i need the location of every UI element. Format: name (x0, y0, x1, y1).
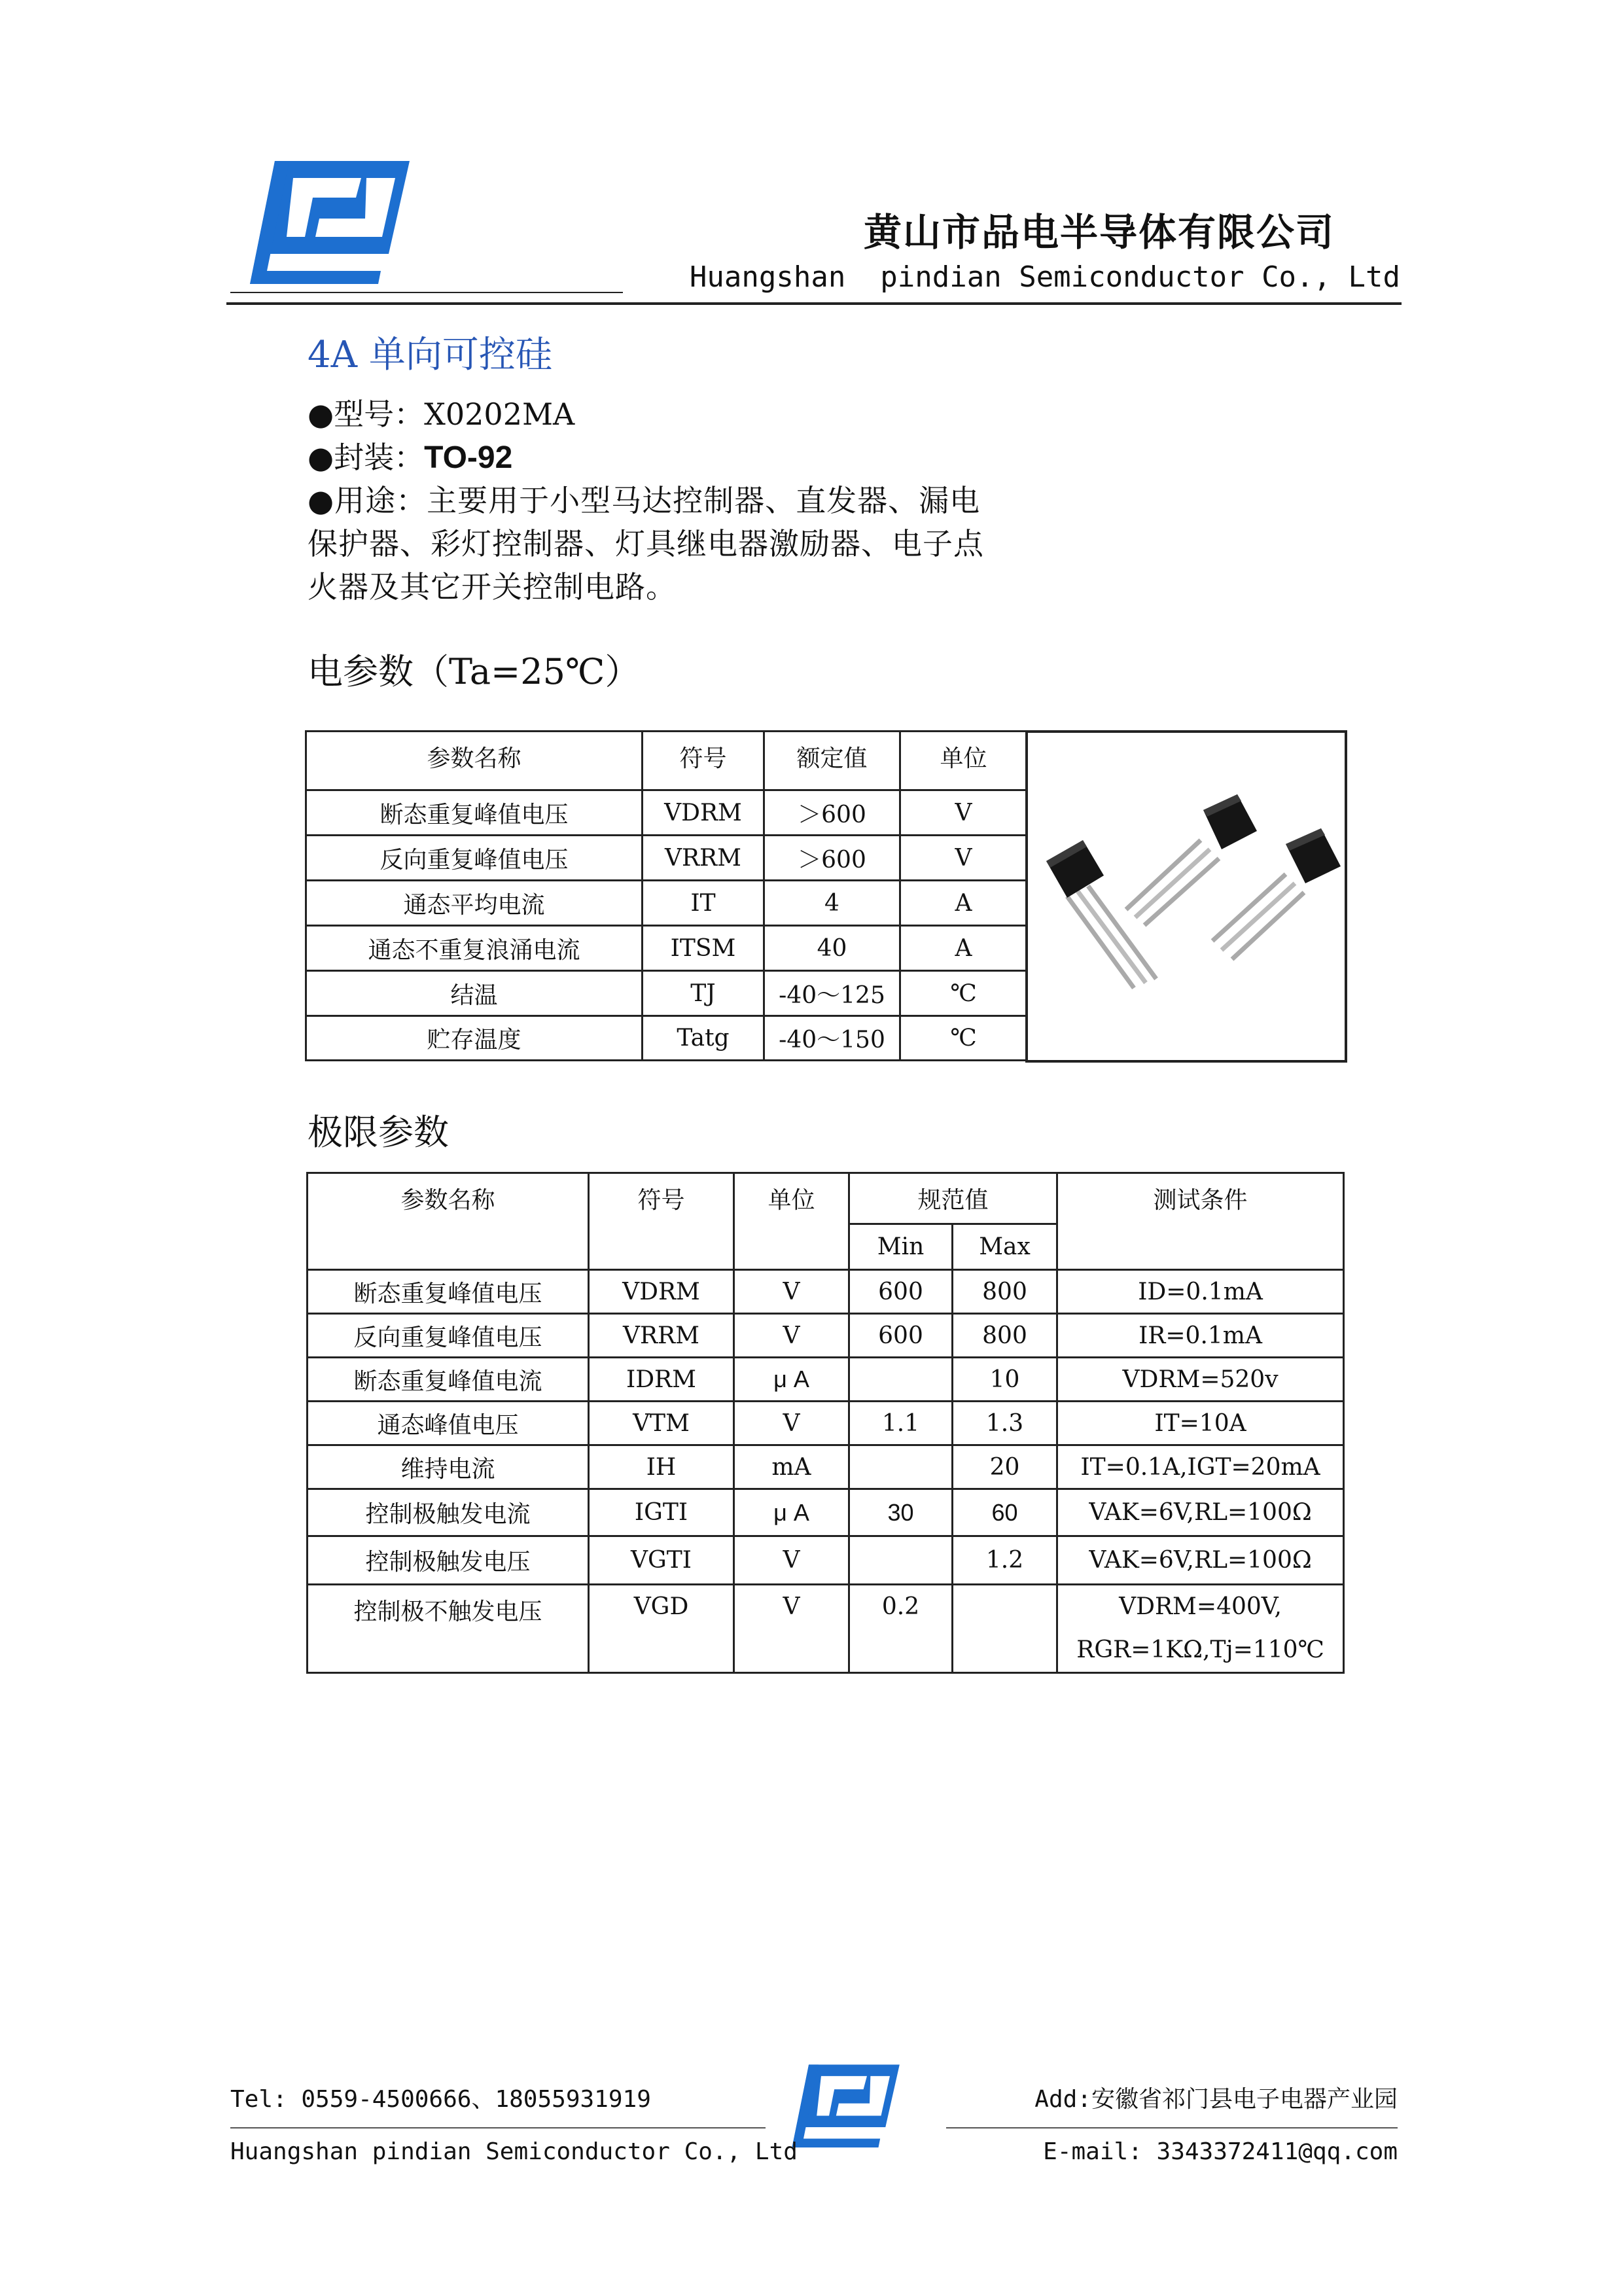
header-divider (226, 302, 1402, 305)
param-unit: V (900, 836, 1027, 881)
param-symbol: VGTI (589, 1536, 734, 1585)
table-row (306, 836, 1027, 881)
model-label: ●型号： (308, 397, 425, 432)
param-condition (1057, 1585, 1344, 1673)
param-max: 10 (953, 1358, 1057, 1402)
product-title: 4A 单向可控硅 (308, 334, 552, 376)
table-row (308, 1445, 1344, 1489)
footer-tel: Tel: 0559-4500666、18055931919 (230, 2086, 651, 2113)
param-unit: A (900, 881, 1027, 926)
param-min: 600 (849, 1314, 953, 1358)
header-divider-short (230, 292, 623, 293)
param-rating: -40～125 (764, 971, 900, 1016)
param-condition: VDRM=520v (1057, 1358, 1344, 1402)
product-photo (1025, 730, 1347, 1063)
company-name-cn: 黄山市品电半导体有限公司 (864, 210, 1335, 255)
param-unit: μ A (734, 1489, 849, 1536)
param-symbol: IDRM (589, 1358, 734, 1402)
usage-line-1: ●用途：主要用于小型马达控制器、直发器、漏电 (308, 483, 981, 518)
table-row (308, 1402, 1344, 1445)
table-row (308, 1489, 1344, 1536)
param-unit: ℃ (900, 971, 1027, 1016)
param-min: 1.1 (849, 1402, 953, 1445)
table-row (306, 971, 1027, 1016)
param-min (849, 1536, 953, 1585)
param-rating: ＞600 (764, 790, 900, 836)
param-unit: μ A (734, 1358, 849, 1402)
param-max: 20 (953, 1445, 1057, 1489)
param-name: 通态峰值电压 (308, 1402, 589, 1445)
param-max (953, 1585, 1057, 1673)
param-name: 断态重复峰值电压 (306, 790, 643, 836)
param-symbol: TJ (643, 971, 764, 1016)
table-row (308, 1270, 1344, 1314)
package-value: TO-92 (424, 440, 513, 475)
limits-header-row (308, 1173, 1344, 1224)
usage-line-3: 火器及其它开关控制电路。 (308, 569, 677, 605)
param-symbol: VTM (589, 1402, 734, 1445)
param-max: 1.2 (953, 1536, 1057, 1585)
header-cell: 额定值 (764, 732, 900, 790)
param-unit: V (734, 1314, 849, 1358)
package-line (308, 436, 512, 480)
param-rating: 4 (764, 881, 900, 926)
header-cell: 规范值 (849, 1173, 1057, 1224)
header-cell: 单位 (900, 732, 1027, 790)
param-unit: V (734, 1536, 849, 1585)
param-condition: VAK=6V,RL=100Ω (1057, 1489, 1344, 1536)
table-row (308, 1536, 1344, 1585)
param-name: 结温 (306, 971, 643, 1016)
param-condition: ID=0.1mA (1057, 1270, 1344, 1314)
param-symbol: VRRM (643, 836, 764, 881)
header-cell: 参数名称 (306, 732, 643, 790)
header-cell: 符号 (589, 1173, 734, 1270)
param-condition: IR=0.1mA (1057, 1314, 1344, 1358)
param-min (849, 1445, 953, 1489)
table-row (308, 1585, 1344, 1673)
param-max: 800 (953, 1314, 1057, 1358)
param-unit: V (900, 790, 1027, 836)
param-symbol: Tatg (643, 1016, 764, 1061)
package-label: ●封装： (308, 440, 425, 475)
param-name: 维持电流 (308, 1445, 589, 1489)
param-unit: A (900, 926, 1027, 971)
condition-line-2: RGR=1KΩ,Tj=110℃ (1076, 1636, 1324, 1663)
param-rating: 40 (764, 926, 900, 971)
param-min: 30 (849, 1489, 953, 1536)
param-symbol: VDRM (643, 790, 764, 836)
param-unit: mA (734, 1445, 849, 1489)
model-line (308, 393, 574, 436)
footer-address: Add:安徽省祁门县电子电器产业园 (1034, 2086, 1398, 2113)
header-cell: 测试条件 (1057, 1173, 1344, 1270)
param-symbol: ITSM (643, 926, 764, 971)
param-max: 1.3 (953, 1402, 1057, 1445)
param-name: 通态平均电流 (306, 881, 643, 926)
header-cell-max: Max (953, 1224, 1057, 1270)
param-name: 控制极不触发电压 (308, 1585, 589, 1673)
footer-divider-right (946, 2127, 1398, 2128)
param-unit: V (734, 1270, 849, 1314)
param-symbol: VDRM (589, 1270, 734, 1314)
table-row (308, 1358, 1344, 1402)
param-min (849, 1358, 953, 1402)
limits-table (306, 1172, 1345, 1674)
footer-company-en: Huangshan pindian Semiconductor Co., Ltd (230, 2138, 798, 2165)
company-logo (250, 156, 412, 284)
param-name: 断态重复峰值电压 (308, 1270, 589, 1314)
table-row (306, 881, 1027, 926)
param-symbol: IGTI (589, 1489, 734, 1536)
param-symbol: IH (589, 1445, 734, 1489)
param-symbol: IT (643, 881, 764, 926)
electrical-header-row (306, 732, 1027, 790)
param-name: 断态重复峰值电流 (308, 1358, 589, 1402)
param-name: 反向重复峰值电压 (306, 836, 643, 881)
param-name: 通态不重复浪涌电流 (306, 926, 643, 971)
footer-divider-left (230, 2127, 766, 2128)
company-name-en: Huangshan pindian Semiconductor Co., Ltd (689, 260, 1400, 294)
table-row (306, 790, 1027, 836)
param-name: 贮存温度 (306, 1016, 643, 1061)
param-name: 控制极触发电流 (308, 1489, 589, 1536)
table-row (306, 1016, 1027, 1061)
param-condition: IT=10A (1057, 1402, 1344, 1445)
model-value: X0202MA (424, 397, 575, 432)
param-condition: VAK=6V,RL=100Ω (1057, 1536, 1344, 1585)
param-name: 反向重复峰值电压 (308, 1314, 589, 1358)
param-rating: ＞600 (764, 836, 900, 881)
param-min: 0.2 (849, 1585, 953, 1673)
condition-line-1: VDRM=400V, (1119, 1593, 1282, 1620)
param-rating: -40～150 (764, 1016, 900, 1061)
param-symbol: VGD (589, 1585, 734, 1673)
param-name: 控制极触发电压 (308, 1536, 589, 1585)
param-condition: IT=0.1A,IGT=20mA (1057, 1445, 1344, 1489)
to92-transistors-image (1028, 733, 1345, 1060)
usage-line-2: 保护器、彩灯控制器、灯具继电器激励器、电子点 (308, 526, 984, 561)
footer-logo (792, 2061, 902, 2147)
param-unit: V (734, 1585, 849, 1673)
header-cell: 参数名称 (308, 1173, 589, 1270)
param-symbol: VRRM (589, 1314, 734, 1358)
param-max: 800 (953, 1270, 1057, 1314)
footer-email: E-mail: 3343372411@qq.com (1043, 2138, 1398, 2165)
table-row (306, 926, 1027, 971)
param-unit: ℃ (900, 1016, 1027, 1061)
table-row (308, 1314, 1344, 1358)
param-max: 60 (953, 1489, 1057, 1536)
header-cell: 符号 (643, 732, 764, 790)
param-min: 600 (849, 1270, 953, 1314)
electrical-table (305, 730, 1028, 1061)
limits-section-title: 极限参数 (308, 1112, 449, 1153)
param-unit: V (734, 1402, 849, 1445)
header-cell-min: Min (849, 1224, 953, 1270)
header-cell: 单位 (734, 1173, 849, 1270)
electrical-section-title: 电参数（Ta=25℃） (308, 651, 641, 692)
